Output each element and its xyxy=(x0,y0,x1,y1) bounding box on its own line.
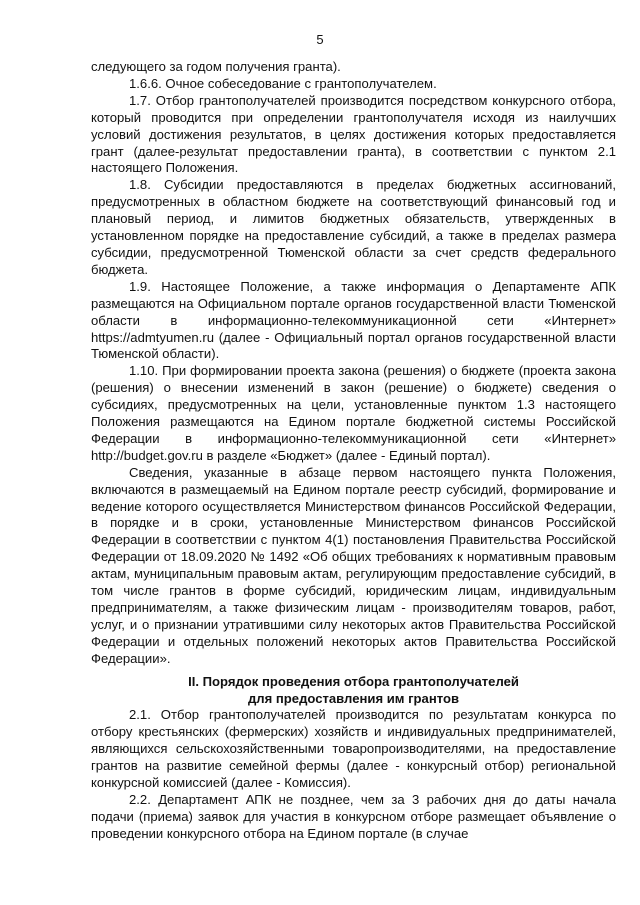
paragraph: 1.9. Настоящее Положение, а также информация о Департаменте АПК размещаются на Официальном портале органов государственной власти Тюменской области в информационно-телекоммуникационной сети «Интернет» https://admtyumen.ru (далее - Официальный портал органов государственной власти Тюменской области). xyxy=(91,278,616,362)
document-body xyxy=(91,59,616,843)
section-heading-line1: II. Порядок проведения отбора грантополучателей xyxy=(188,673,519,689)
paragraphs-bottom xyxy=(91,707,616,842)
paragraph: Сведения, указанные в абзаце первом настоящего пункта Положения, включаются в размещаемый на Едином портале реестр субсидий, формирование и ведение которого осуществляется Министерством финансов Российской Федерации, в порядке и в сроки, установленные Министерством финансов Российской Федерации в соответствии с пунктом 4(1) постановления Правительства Российской Федерации от 18.09.2020 № 1492 «Об общих требованиях к нормативным правовым актам, муниципальным правовым актам, регулирующим предоставление субсидий, в том числе грантов в форме субсидий, юридическим лицам, индивидуальным предпринимателям, а также физическим лицам - производителям товаров, работ, услуг, и о признании утратившими силу некоторых актов Правительства Российской Федерации и отдельных положений некоторых актов Правительства Российской Федерации». xyxy=(91,464,616,666)
paragraph: 1.10. При формировании проекта закона (решения) о бюджете (проекта закона (решения) о внесении изменений в закон (решение) о бюджете) сведения о субсидиях, предусмотренных на цели, установленные пунктом 1.3 настоящего Положения размещаются на Едином портале бюджетной системы Российской Федерации в информационно-телекоммуникационной сети «Интернет» http://budget.gov.ru в разделе «Бюджет» (далее - Единый портал). xyxy=(91,363,616,463)
paragraph: 1.8. Субсидии предоставляются в пределах бюджетных ассигнований, предусмотренных в областном бюджете на соответствующий финансовый год и плановый период, и лимитов бюджетных обязательств, утвержденных в установленном порядке на предоставление субсидий, а также в пределах размера субсидии, предусмотренной Тюменской области за счет средств федерального бюджета. xyxy=(91,177,616,277)
paragraph: следующего за годом получения гранта). xyxy=(91,59,341,74)
paragraph: 2.1. Отбор грантополучателей производится по результатам конкурса по отбору крестьянских (фермерских) хозяйств и индивидуальных предпринимателей, являющихся сельскохозяйственными товаропроизводителями, на предоставление грантов на развитие семейной фермы (далее - конкурсный отбор) региональной конкурсной комиссией (далее - Комиссия). xyxy=(91,707,616,791)
section-heading xyxy=(91,674,616,708)
paragraphs-top xyxy=(91,59,616,668)
section-heading-line2: для предоставления им грантов xyxy=(247,690,460,706)
paragraph: 1.6.6. Очное собеседование с грантополучателем. xyxy=(129,75,437,91)
page-number: 5 xyxy=(316,32,324,47)
paragraph: 1.7. Отбор грантополучателей производится посредством конкурсного отбора, который проводится при определении грантополучателя исходя из наилучших условий достижения результатов, в целях достижения которых предоставляется грант (далее-результат предоставлении гранта), в соответствии с пунктом 2.1 настоящего Положения. xyxy=(91,92,616,176)
paragraph: 2.2. Департамент АПК не позднее, чем за 3 рабочих дня до даты начала подачи (приема) заявок для участия в конкурсном отборе размещает объявление о проведении конкурсного отбора на Едином портале (в случае xyxy=(91,791,616,841)
